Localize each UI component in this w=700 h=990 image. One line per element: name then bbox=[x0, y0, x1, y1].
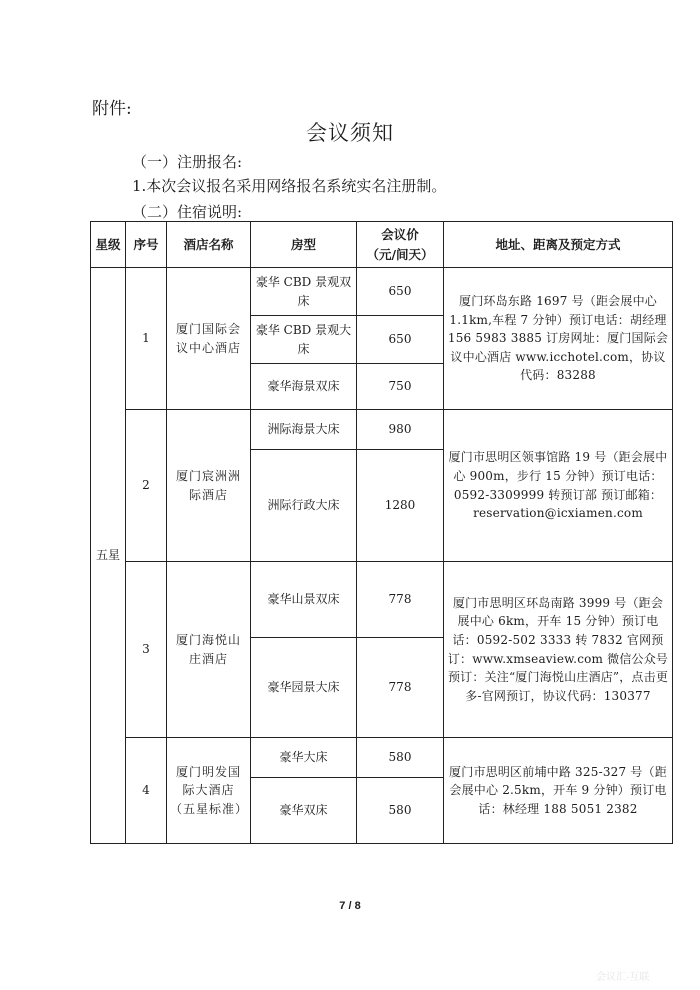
header-price-line1: 会议价 bbox=[381, 227, 419, 243]
hotel-number: 3 bbox=[126, 562, 167, 738]
hotel-number: 1 bbox=[126, 268, 167, 410]
room-type: 洲际海景大床 bbox=[251, 410, 357, 450]
room-type: 豪华大床 bbox=[251, 738, 357, 778]
room-price: 750 bbox=[357, 364, 444, 410]
table-row bbox=[91, 410, 673, 450]
section-accommodation-heading: （二）住宿说明: bbox=[132, 203, 243, 221]
header-price-line2: （元/间天） bbox=[366, 246, 434, 262]
watermark: 会议汇·互联 bbox=[596, 972, 650, 983]
star-level-cell: 五星 bbox=[91, 268, 126, 844]
hotel-address: 厦门市思明区前埔中路 325-327 号（距会展中心 2.5km，开车 9 分钟）预订电话：林经理 188 5051 2382 bbox=[444, 738, 673, 844]
attachment-label: 附件: bbox=[92, 99, 132, 119]
hotel-table bbox=[90, 221, 673, 844]
room-type: 豪华双床 bbox=[251, 778, 357, 844]
room-price: 650 bbox=[357, 316, 444, 364]
table-row bbox=[91, 562, 673, 638]
header-room: 房型 bbox=[251, 222, 357, 268]
room-price: 778 bbox=[357, 562, 444, 638]
room-type: 豪华海景双床 bbox=[251, 364, 357, 410]
room-price: 778 bbox=[357, 638, 444, 738]
room-price: 650 bbox=[357, 268, 444, 316]
table-row bbox=[91, 738, 673, 778]
room-price: 1280 bbox=[357, 450, 444, 562]
header-price bbox=[357, 222, 444, 268]
page-number: 7 / 8 bbox=[339, 900, 361, 912]
table-row bbox=[91, 268, 673, 316]
room-type: 豪华 CBD 景观大床 bbox=[251, 316, 357, 364]
room-price: 580 bbox=[357, 778, 444, 844]
hotel-number: 2 bbox=[126, 410, 167, 562]
section-registration-heading: （一）注册报名: bbox=[132, 153, 243, 171]
room-type: 豪华山景双床 bbox=[251, 562, 357, 638]
header-no: 序号 bbox=[126, 222, 167, 268]
room-type: 洲际行政大床 bbox=[251, 450, 357, 562]
hotel-name: 厦门国际会议中心酒店 bbox=[167, 268, 251, 410]
hotel-number: 4 bbox=[126, 738, 167, 844]
room-price: 580 bbox=[357, 738, 444, 778]
hotel-address: 厦门市思明区领事馆路 19 号（距会展中心 900m，步行 15 分钟）预订电话：0592-3309999 转预订部 预订邮箱：reservation@icxiamen.com bbox=[444, 410, 673, 562]
room-type: 豪华园景大床 bbox=[251, 638, 357, 738]
page-title: 会议须知 bbox=[306, 121, 394, 145]
registration-item: 1.本次会议报名采用网络报名系统实名注册制。 bbox=[132, 177, 447, 195]
hotel-address: 厦门市思明区环岛南路 3999 号（距会展中心 6km，开车 15 分钟）预订电话：0592-502 3333 转 7832 官网预订：www.xmseaview.com 微信公众号预订：关注“厦门海悦山庄酒店”，点击更多-官网预订，协议代码：130377 bbox=[444, 562, 673, 738]
header-address: 地址、距离及预定方式 bbox=[444, 222, 673, 268]
hotel-address: 厦门环岛东路 1697 号（距会展中心 1.1km,车程 7 分钟）预订电话：胡经理 156 5983 3885 订房网址：厦门国际会议中心酒店 www.icchotel.com，协议代码：83288 bbox=[444, 268, 673, 410]
table-header-row bbox=[91, 222, 673, 268]
hotel-name: 厦门明发国际大酒店（五星标准） bbox=[167, 738, 251, 844]
header-star: 星级 bbox=[91, 222, 126, 268]
header-hotel: 酒店名称 bbox=[167, 222, 251, 268]
hotel-name: 厦门宸洲洲际酒店 bbox=[167, 410, 251, 562]
hotel-name: 厦门海悦山庄酒店 bbox=[167, 562, 251, 738]
room-price: 980 bbox=[357, 410, 444, 450]
room-type: 豪华 CBD 景观双床 bbox=[251, 268, 357, 316]
